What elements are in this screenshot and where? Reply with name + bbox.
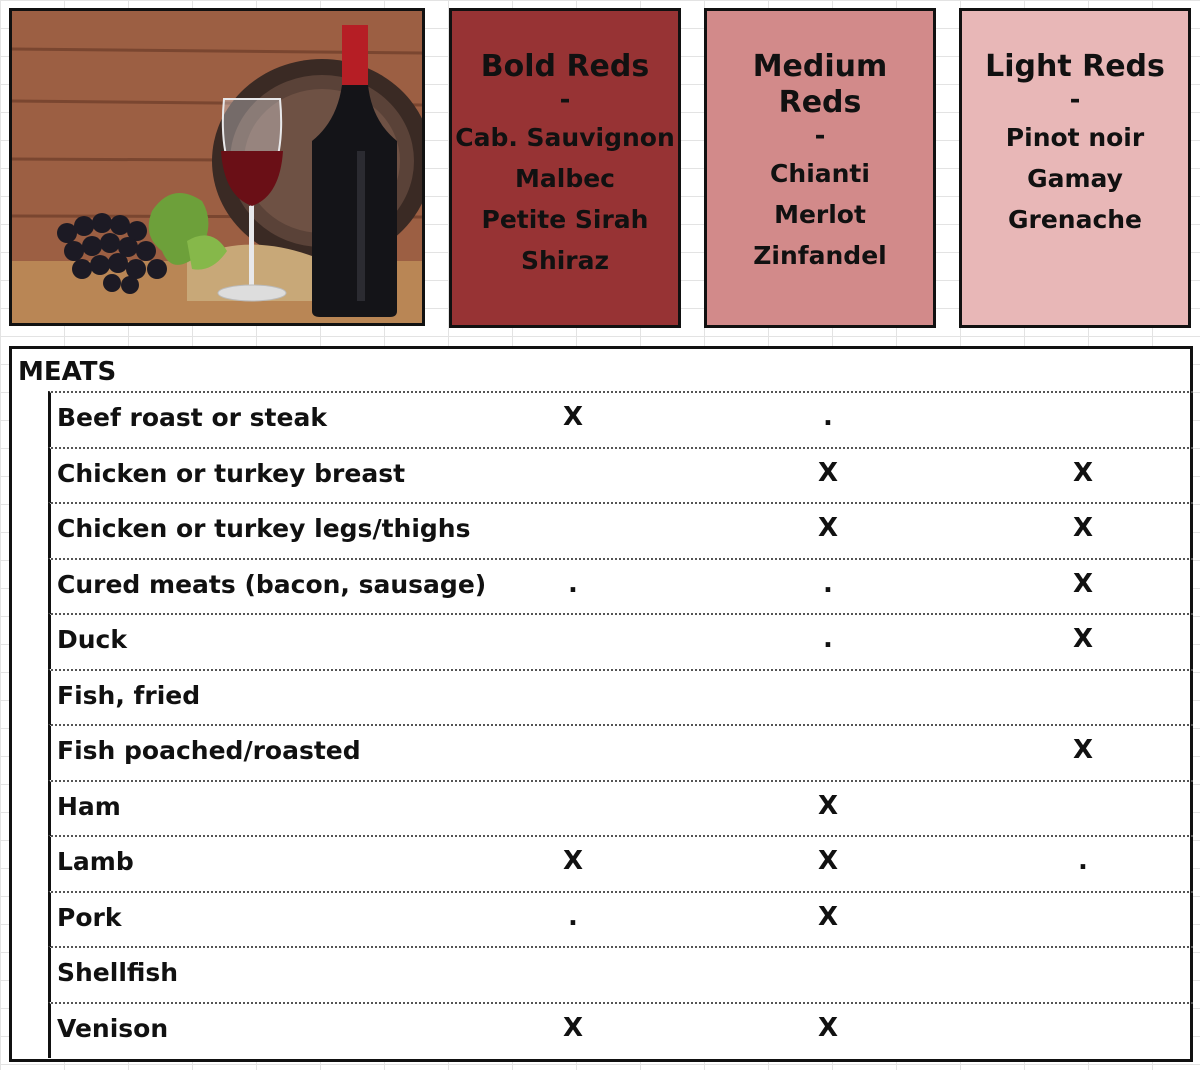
- table-row: [48, 447, 1193, 503]
- pairing-mark-medium: X: [817, 457, 839, 488]
- table-row: [48, 835, 1193, 891]
- table-row: [48, 391, 1193, 447]
- row-label: Pork: [57, 902, 122, 932]
- wine-photo: [9, 8, 425, 326]
- pairing-mark-light: X: [1072, 624, 1094, 654]
- pairing-mark-medium: X: [817, 790, 839, 821]
- pairing-mark-medium: X: [817, 1012, 839, 1043]
- row-label: Chicken or turkey breast: [57, 458, 406, 488]
- light-reds-item: Gamay: [1027, 164, 1123, 193]
- light-reds-dash: -: [1069, 85, 1081, 115]
- row-label: Ham: [57, 791, 121, 821]
- table-row: [48, 724, 1193, 780]
- table-row: [48, 558, 1193, 614]
- row-label: Beef roast or steak: [57, 403, 327, 432]
- medium-reds-item: Merlot: [774, 200, 866, 229]
- bold-reds-item: Malbec: [515, 164, 615, 193]
- pairing-mark-light: X: [1072, 735, 1094, 765]
- pairing-mark-medium: X: [817, 901, 839, 932]
- medium-reds-list: [707, 153, 933, 276]
- pairing-mark-bold: X: [562, 846, 584, 876]
- light-reds-item: Pinot noir: [1005, 123, 1145, 152]
- table-row: [48, 1002, 1193, 1058]
- medium-reds-box: [704, 8, 936, 328]
- row-label: Chicken or turkey legs/thighs: [57, 514, 471, 543]
- pairing-mark-medium: .: [823, 402, 833, 432]
- row-label: Fish, fried: [57, 680, 201, 710]
- pairing-mark-medium: X: [817, 846, 839, 876]
- row-label: Fish poached/roasted: [57, 736, 361, 765]
- pairing-table: [9, 346, 1193, 1062]
- pairing-mark-light: .: [1078, 846, 1088, 876]
- wine-illustration: [12, 11, 422, 323]
- pairing-mark-bold: .: [568, 568, 578, 599]
- medium-reds-item: Zinfandel: [753, 241, 887, 270]
- pairing-mark-light: X: [1072, 513, 1094, 543]
- pairing-mark-light: X: [1072, 568, 1094, 599]
- row-label: Duck: [57, 625, 127, 654]
- light-reds-item: Grenache: [1007, 205, 1143, 234]
- table-row: [48, 946, 1193, 1002]
- medium-reds-item: Chianti: [770, 159, 870, 188]
- bold-reds-dash: -: [559, 85, 571, 115]
- row-label: Cured meats (bacon, sausage): [57, 569, 487, 599]
- light-reds-title: Light Reds: [985, 49, 1165, 84]
- bold-reds-item: Shiraz: [520, 246, 610, 275]
- bold-reds-item: Cab. Sauvignon: [455, 123, 675, 152]
- pairing-mark-bold: .: [568, 901, 578, 932]
- pairing-mark-medium: .: [823, 624, 833, 654]
- table-row: [48, 780, 1193, 836]
- bold-reds-list: [452, 117, 678, 281]
- pairing-mark-bold: X: [562, 1012, 584, 1043]
- pairing-mark-medium: .: [823, 568, 833, 599]
- pairing-mark-light: X: [1072, 457, 1094, 488]
- medium-reds-title: Medium Reds: [752, 49, 888, 120]
- section-title: MEATS: [18, 357, 117, 387]
- bold-reds-title: Bold Reds: [480, 49, 650, 84]
- bold-reds-item: Petite Sirah: [481, 205, 649, 234]
- bold-reds-box: [449, 8, 681, 328]
- table-row: [48, 669, 1193, 725]
- light-reds-box: [959, 8, 1191, 328]
- table-row: [48, 613, 1193, 669]
- table-row: [48, 891, 1193, 947]
- pairing-mark-bold: X: [562, 402, 584, 432]
- row-label: Venison: [57, 1013, 169, 1043]
- pairing-mark-medium: X: [817, 513, 839, 543]
- table-row: [48, 502, 1193, 558]
- medium-reds-dash: -: [814, 121, 826, 151]
- row-label: Shellfish: [57, 958, 179, 987]
- light-reds-list: [962, 117, 1188, 240]
- row-label: Lamb: [57, 847, 134, 876]
